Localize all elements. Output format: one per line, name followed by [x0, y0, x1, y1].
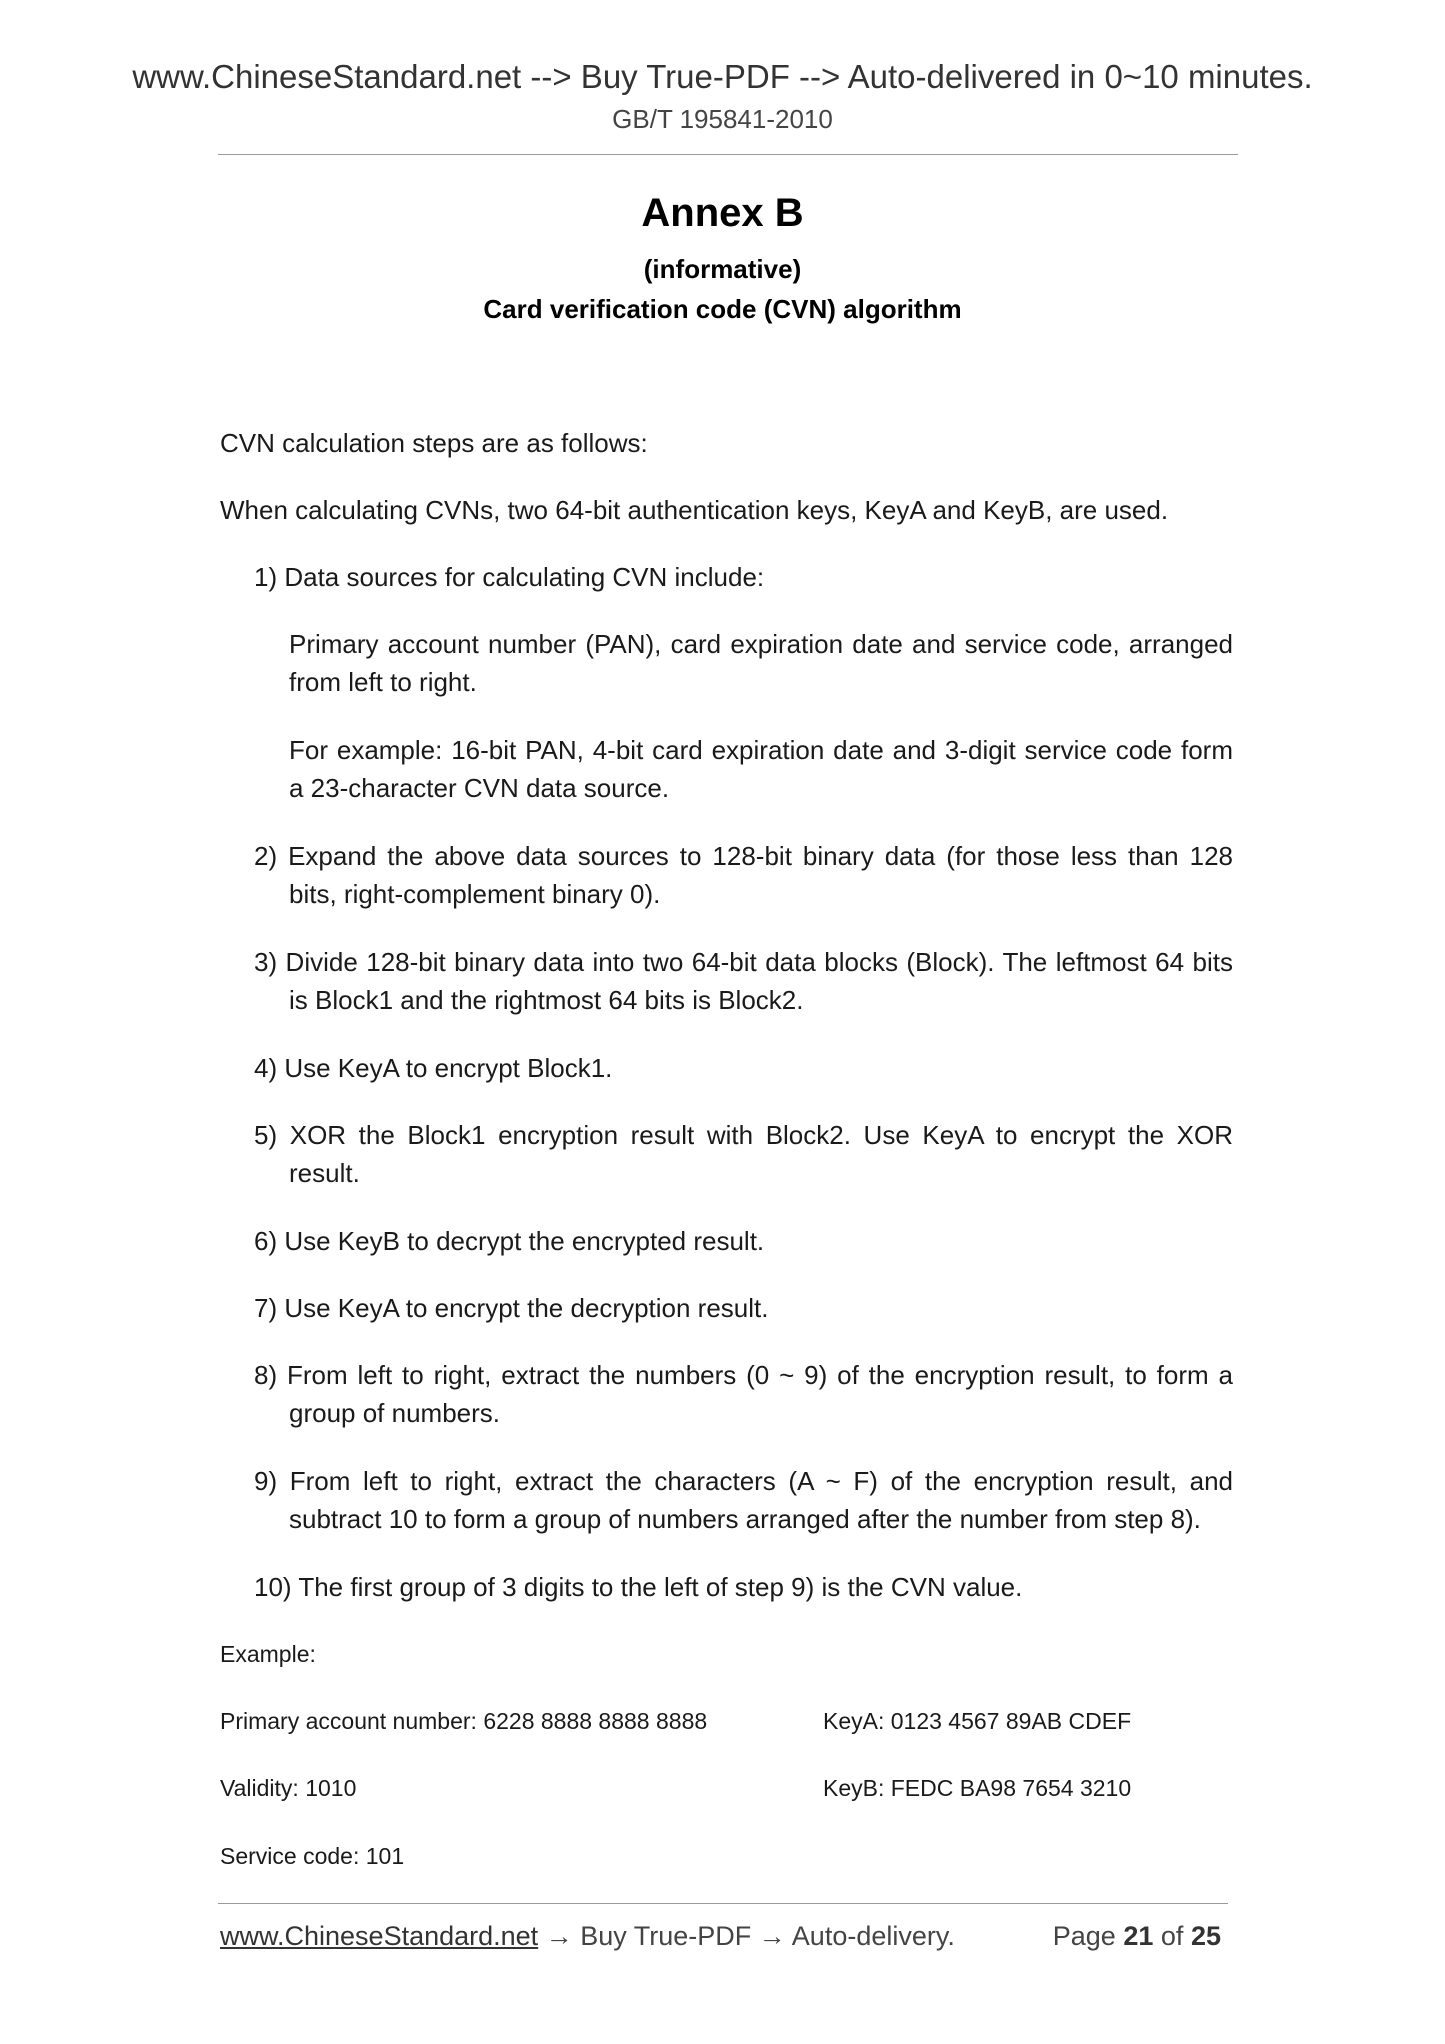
step-10: 10) The first group of 3 digits to the left of step 9) is the CVN value.	[254, 1572, 1023, 1602]
arrow-right-icon: →	[545, 1921, 573, 1951]
step-1-example: For example: 16-bit PAN, 4-bit card expiration date and 3-digit service code form a 23-character CVN data source.	[289, 735, 1233, 803]
annex-title: Annex B	[641, 191, 804, 235]
example-key-b: KeyB: FEDC BA98 7654 3210	[823, 1775, 1132, 1801]
example-label: Example:	[220, 1641, 316, 1667]
step-6: 6) Use KeyB to decrypt the encrypted result.	[254, 1226, 765, 1256]
keys-paragraph: When calculating CVNs, two 64-bit authentication keys, KeyA and KeyB, are used.	[220, 495, 1169, 525]
step-1: 1) Data sources for calculating CVN include:	[254, 562, 765, 592]
page-total: 25	[1190, 1921, 1221, 1951]
example-service-code: Service code: 101	[220, 1843, 405, 1869]
annex-type: (informative)	[643, 254, 802, 284]
footer-delivery-text: Auto-delivery.	[791, 1921, 955, 1951]
step-1-detail: Primary account number (PAN), card expiration date and service code, arranged from left to right.	[289, 629, 1233, 697]
footer-buy-text: Buy True-PDF	[580, 1921, 752, 1951]
step-8-text: 8) From left to right, extract the numbers (0 ~ 9) of the encryption result, to form a group of numbers.	[254, 1360, 1233, 1428]
footer-divider	[218, 1903, 1228, 1904]
arrow-right-icon: →	[758, 1921, 786, 1951]
header-site-line: www.ChineseStandard.net --> Buy True-PDF --> Auto-delivered in 0~10 minutes.	[132, 58, 1313, 95]
intro-paragraph: CVN calculation steps are as follows:	[220, 428, 648, 458]
header-divider	[218, 154, 1238, 155]
annex-subtitle: Card verification code (CVN) algorithm	[483, 294, 962, 324]
step-2-text: 2) Expand the above data sources to 128-bit binary data (for those less than 128 bits, right-complement binary 0).	[254, 841, 1233, 909]
step-8	[254, 1356, 1233, 1432]
page-word: Page	[1052, 1921, 1116, 1951]
of-word: of	[1160, 1921, 1184, 1951]
step-2	[254, 837, 1233, 913]
example-validity: Validity: 1010	[220, 1775, 357, 1801]
footer-links	[220, 1921, 955, 1952]
step-4: 4) Use KeyA to encrypt Block1.	[254, 1053, 613, 1083]
step-7: 7) Use KeyA to encrypt the decryption result.	[254, 1293, 769, 1323]
step-3	[254, 943, 1233, 1019]
page-number: 21	[1123, 1921, 1154, 1951]
step-3-text: 3) Divide 128-bit binary data into two 64-bit data blocks (Block). The leftmost 64 bits is Block1 and the rightmost 64 bits is Block2.	[254, 947, 1233, 1015]
standard-code: GB/T 195841-2010	[612, 104, 833, 134]
example-key-a: KeyA: 0123 4567 89AB CDEF	[823, 1708, 1132, 1734]
example-pan: Primary account number: 6228 8888 8888 8888	[220, 1708, 708, 1734]
footer-site-link[interactable]: www.ChineseStandard.net	[220, 1921, 539, 1951]
step-5-text: 5) XOR the Block1 encryption result with Block2. Use KeyA to encrypt the XOR result.	[254, 1120, 1233, 1188]
step-5	[254, 1116, 1233, 1192]
step-9	[254, 1462, 1233, 1538]
page-indicator	[1053, 1921, 1221, 1952]
step-9-text: 9) From left to right, extract the characters (A ~ F) of the encryption result, and subtract 10 to form a group of numbers arranged after the number from step 8).	[254, 1466, 1233, 1534]
